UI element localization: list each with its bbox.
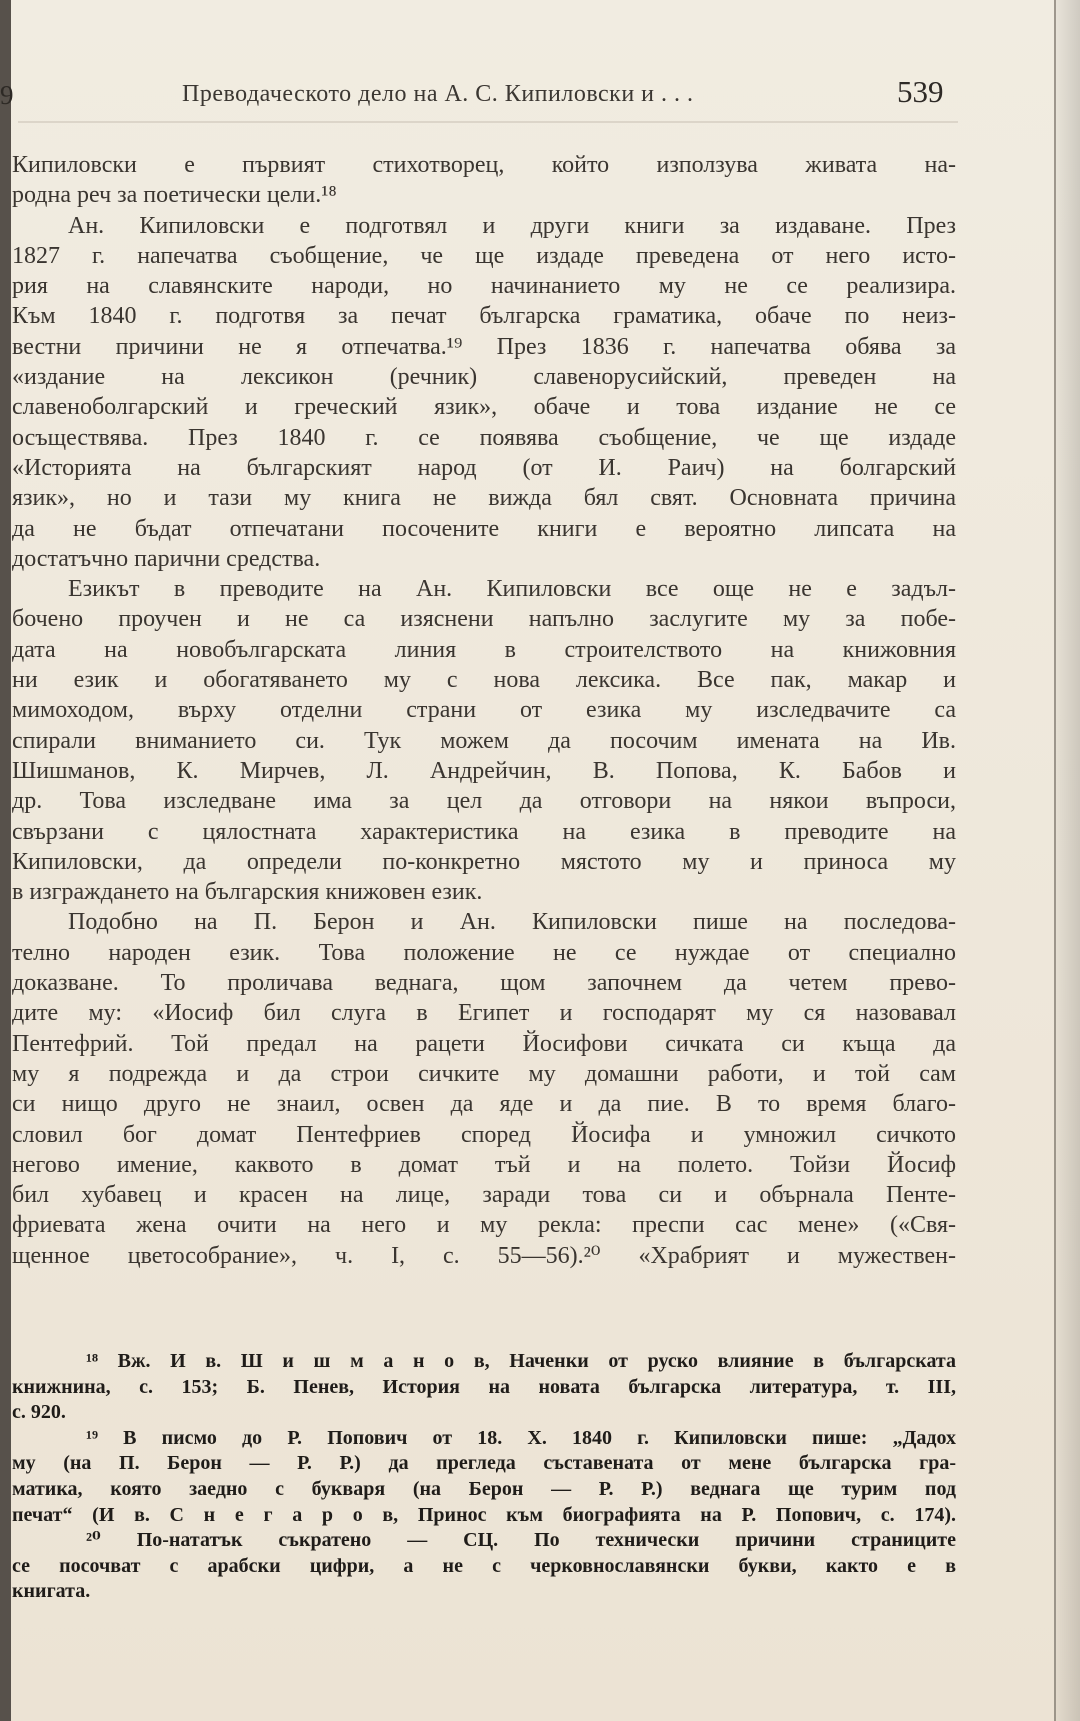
text-line: «Историята на българският народ (от И. Раич) на болгарский [12, 454, 956, 481]
text-line: язик», но и тази му книга не вижда бял свят. Основната причина [12, 485, 956, 512]
text-line: славеноболгарский и греческий язик», обаче и това издание не се [12, 394, 956, 421]
text-line: свързани с цялостната характеристика на езика в преводите на [12, 818, 956, 845]
text-line: осъществява. През 1840 г. се появява съобщение, че ще издаде [12, 424, 956, 451]
page-edge-line [1054, 0, 1056, 1721]
text-line: 1827 г. напечатва съобщение, че ще издаде преведена от него исто- [12, 242, 956, 269]
spine-shadow [0, 0, 11, 1721]
footnote-line: му (на П. Берон — Р. Р.) да прегледа съставената от мене българска гра- [12, 1452, 956, 1475]
text-line: дата на новобългарската линия в строителството на книжовния [12, 636, 956, 663]
text-line: словил бог домат Пентефриев според Йосифа и умножил сичкото [12, 1121, 956, 1148]
text-line: «издание на лексикон (речник) славенорусийский, преведен на [12, 364, 956, 391]
text-line: др. Това изследване има за цел да отговори на някои въпроси, [12, 788, 956, 815]
text-line: щенное цветособрание», ч. I, с. 55—56).²⁰ «Храбрият и мужествен- [12, 1242, 956, 1269]
text-line: Езикът в преводите на Ан. Кипиловски все още не е задъл- [68, 576, 956, 603]
text-line: Подобно на П. Берон и Ан. Кипиловски пише на последова- [68, 909, 956, 936]
footnote-line: ²⁰ По-нататък съкратено — СЦ. По технически причини страниците [86, 1529, 956, 1552]
text-line: да не бъдат отпечатани посочените книги е вероятно липсата на [12, 515, 956, 542]
text-line: негово имение, каквото в домат тъй и на полето. Тойзи Йосиф [12, 1151, 956, 1178]
footnote-line: матика, която заедно с букваря (на Берон — Р. Р.) веднага ще турим под [12, 1477, 956, 1500]
text-line: Към 1840 г. подготвя за печат българска граматика, обаче по неиз- [12, 303, 956, 330]
text-line: доказване. То проличава веднага, щом започнем да четем прево- [12, 970, 956, 997]
running-head: Преводаческото дело на А. С. Кипиловски и . . . [182, 81, 694, 107]
text-line: рия на славянските народи, но начинанието му не се реализира. [12, 273, 956, 300]
footnote-line: се посочват с арабски цифри, а не с черковнославянски букви, както е в [12, 1554, 956, 1577]
main-text [12, 150, 956, 1271]
text-line: Кипиловски, да определи по-конкретно мястото му и приноса му [12, 848, 956, 875]
footnote-line: ¹⁹ В писмо до Р. Попович от 18. X. 1840 г. Кипиловски пише: „Дадох [86, 1426, 956, 1449]
text-line: си нищо друго не знаил, освен да яде и да пие. В то время благо- [12, 1091, 956, 1118]
footnotes [12, 1349, 956, 1605]
text-line: достатъчно парични средства. [12, 545, 321, 572]
text-line: ни език и обогатяването му с нова лексика. Все пак, макар и [12, 667, 956, 694]
text-line: Пентефрий. Той предал на рацети Йосифови сичката си къща да [12, 1030, 956, 1057]
page-number: 539 [897, 74, 944, 109]
text-line: фриевата жена очити на него и му рекла: преспи сас мене» («Свя- [12, 1212, 956, 1239]
spine-mark: 9 [0, 80, 14, 110]
text-line: телно народен език. Това положение не се нуждае от специално [12, 939, 956, 966]
text-line: бил хубавец и красен на лице, заради това си и обърнала Пенте- [12, 1182, 956, 1209]
text-line: му я подрежда и да строи сичките му домашни работи, и той сам [12, 1060, 956, 1087]
text-line: мимоходом, върху отделни страни от езика му изследвачите са [12, 697, 956, 724]
page-edge-shadow [1056, 0, 1080, 1721]
footnote-line: печат“ (И в. С н е г а р о в, Принос към биографията на Р. Попович, с. 174). [12, 1503, 956, 1526]
text-line: Ан. Кипиловски е подготвял и други книги за издаване. През [68, 212, 956, 239]
footnote-line: с. 920. [12, 1401, 66, 1424]
text-line: вестни причини не я отпечатва.¹⁹ През 1836 г. напечатва обява за [12, 333, 956, 360]
footnote-line: ¹⁸ Вж. И в. Ш и ш м а н о в, Наченки от руско влияние в българската [86, 1350, 956, 1372]
text-line: родна реч за поетически цели.¹⁸ [12, 182, 337, 209]
text-line: Шишманов, К. Мирчев, Л. Андрейчин, В. Попова, К. Бабов и [12, 757, 956, 784]
text-line: бочено проучен и не са изяснени напълно заслугите му за побе- [12, 606, 956, 633]
footnote-line: книжнина, с. 153; Б. Пенев, История на новата българска литература, т. III, [12, 1375, 956, 1398]
text-line: дите му: «Иосиф бил слуга в Египет и господарят му ся назовавал [12, 1000, 956, 1027]
header-rule [18, 121, 958, 123]
text-line: в изграждането на българския книжовен език. [12, 879, 483, 906]
text-line: Кипиловски е първият стихотворец, който използува живата на- [12, 152, 956, 178]
text-line: спирали вниманието си. Тук можем да посочим имената на Ив. [12, 727, 956, 754]
footnote-line: книгата. [12, 1580, 91, 1603]
